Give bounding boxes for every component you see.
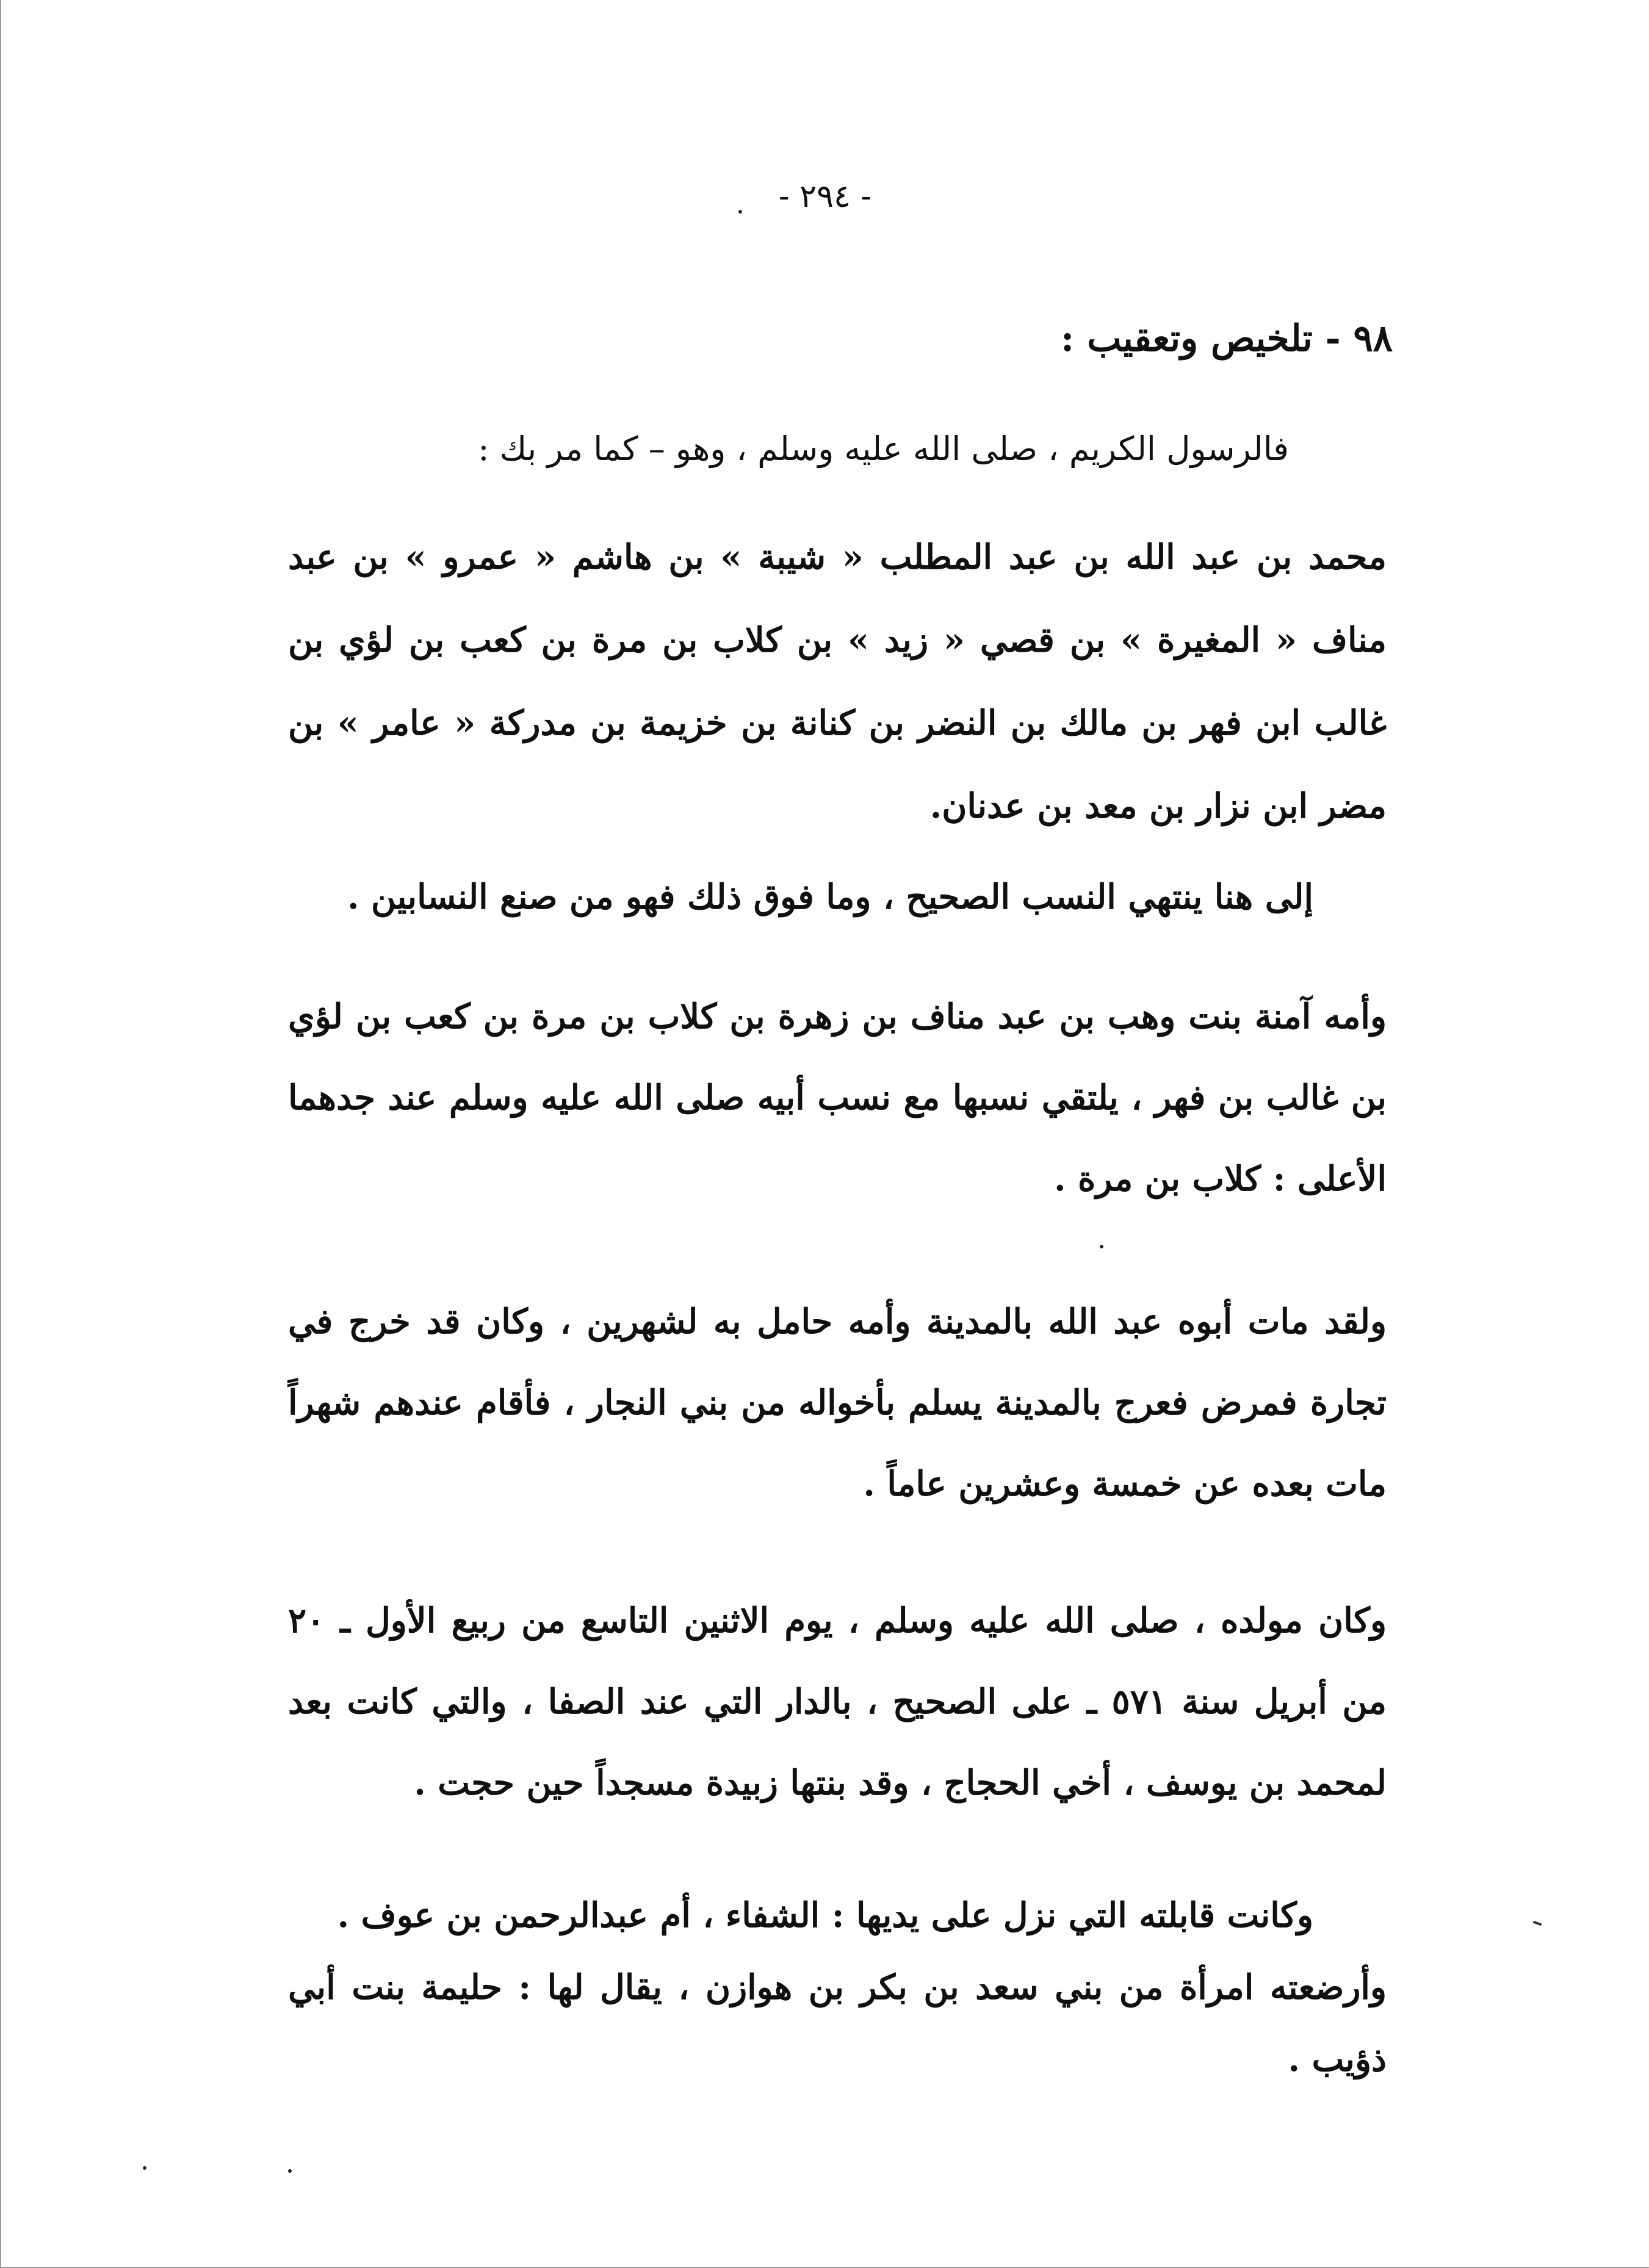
paragraph-lineage: محمد بن عبد الله بن عبد المطلب « شيبة » بن هاشم « عمرو » بن عبد مناف « المغيرة » بن قصي « زيد » بن كلاب بن مرة بن كعب بن لؤي بن غالب ابن فهر بن مالك بن النضر بن كنانة بن خزيمة بن مدركة « عامر » بن مضر ابن نزار بن معد بن عدنان.	[288, 537, 1387, 826]
paragraph-nurse: وأرضعته امرأة من بني سعد بن بكر بن هوازن ، يقال لها : حليمة بنت أبي ذؤيب .	[288, 1967, 1387, 2079]
scan-speck	[1100, 1245, 1103, 1248]
scan-speck	[288, 2169, 292, 2173]
paragraph-intro: فالرسول الكريم ، صلى الله عليه وسلم ، وهو – كما مر بك :	[478, 430, 1289, 468]
scan-speck	[1533, 1921, 1542, 1926]
page-number: - ٢٩٤ -	[778, 178, 871, 215]
paragraph-nursing	[288, 1879, 1387, 2095]
paragraph-midwife: وكانت قابلته التي نزل على يديها : الشفاء ، أم عبدالرحمن بن عوف .	[337, 1895, 1313, 1935]
section-heading: ٩٨ - تلخيص وتعقيب :	[1061, 317, 1393, 360]
scan-speck	[143, 2166, 146, 2170]
paragraph-mother: وأمه آمنة بنت وهب بن عبد مناف بن زهرة بن كلاب بن مرة بن كعب بن لؤي بن غالب بن فهر ، يلتقي نسبها مع نسب أبيه صلى الله عليه وسلم عند جدهما الأعلى : كلاب بن مرة .	[288, 996, 1387, 1199]
paragraph-father: ولقد مات أبوه عبد الله بالمدينة وأمه حامل به لشهرين ، وكان قد خرج في تجارة فمرض فعرج بالمدينة يسلم بأخواله من بني النجار ، فأقام عندهم شهراً مات بعده عن خمسة وعشرين عاماً .	[288, 1301, 1387, 1504]
scan-speck	[738, 210, 742, 214]
paragraph-birth: وكان مولده ، صلى الله عليه وسلم ، يوم الاثنين التاسع من ربيع الأول ـ ٢٠ من أبريل سنة ٥٧١ ـ على الصحيح ، بالدار التي عند الصفا ، والتي كانت بعد لمحمد بن يوسف ، أخي الحجاج ، وقد بنتها زبيدة مسجداً حين حجت .	[288, 1600, 1387, 1803]
paragraph-lineage-end: إلى هنا ينتهي النسب الصحيح ، وما فوق ذلك فهو من صنع النسابين .	[347, 877, 1313, 917]
